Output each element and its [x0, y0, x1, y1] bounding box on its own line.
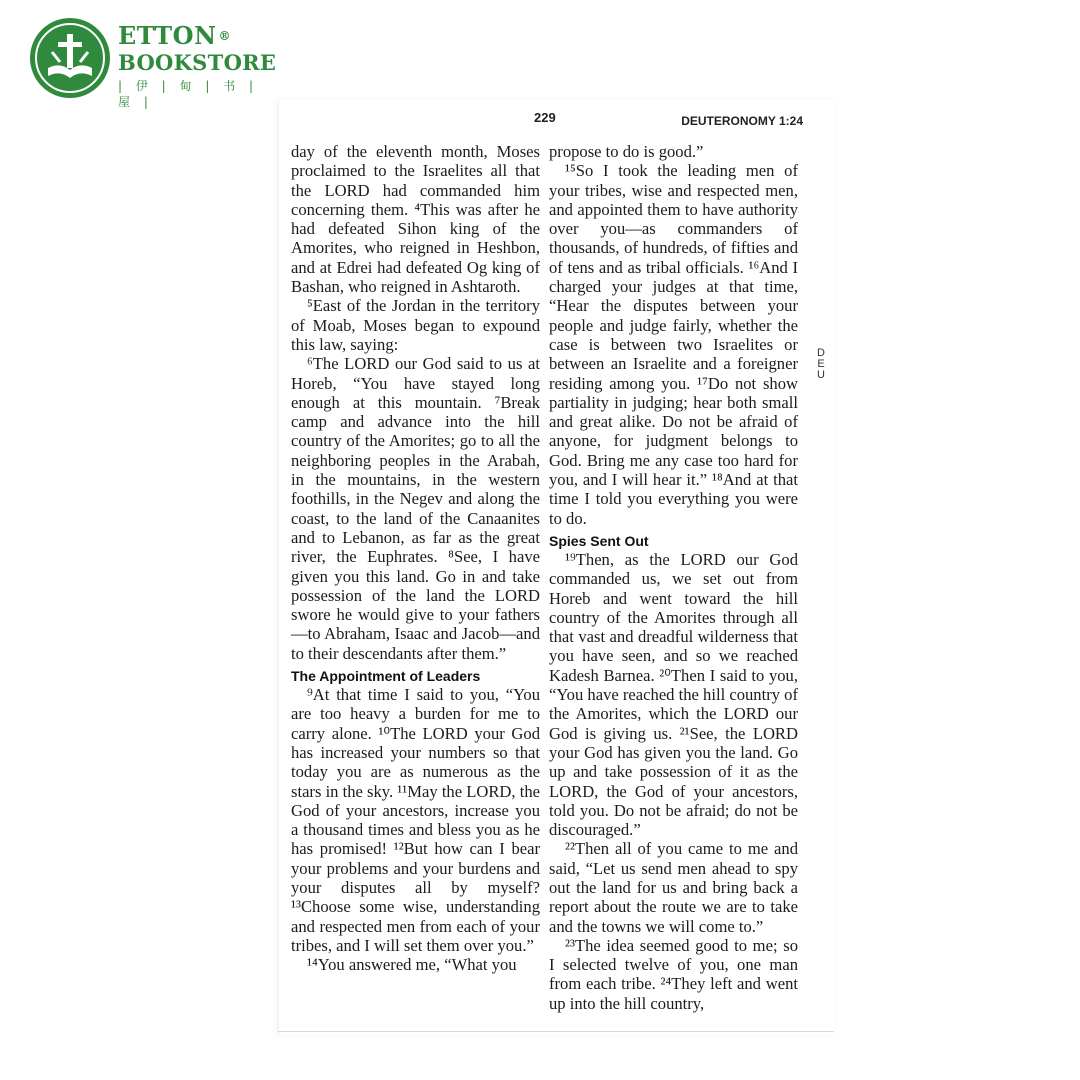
page-number: 229: [534, 110, 556, 125]
left-paragraph-4: ⁹At that time I said to you, “You are too heavy a burden for me to carry alone. ¹⁰The LORD your God has increased your numbers so that today you are as numerous as the stars in the sky. ¹¹May the LORD, the God of your ancestors, increase you a thousand times and bless you as he has promised! ¹²But how can I bear your problems and your burdens and your disputes all by myself? ¹³Choose some wise, understanding and respected men from each of your tribes, and I will set them over you.”: [291, 685, 540, 955]
section-heading-leaders: The Appointment of Leaders: [291, 668, 481, 685]
right-paragraph-4: ²²Then all of you came to me and said, “Let us send men ahead to spy out the land for us and bring back a report about the route we are to take and the towns we will come to.”: [549, 839, 798, 936]
left-paragraph-1: day of the eleventh month, Moses proclaimed to the Israelites all that the LORD had commanded him concerning them. ⁴This was after he had defeated Sihon king of the Amorites, who reigned in Heshbon, and at Edrei had defeated Og king of Bashan, who reigned in Ashtaroth.: [291, 142, 540, 297]
right-paragraph-2: ¹⁵So I took the leading men of your tribes, wise and respected men, and appointed them to have authority over you—as commanders of thousands, of hundreds, of fifties and of tens and as tribal officials. ¹⁶And I charged your judges at that time, “Hear the disputes between your people and judge fairly, whether the case is between two Israelites or between an Israelite and a foreigner residing among you. ¹⁷Do not show partiality in judging; hear both small and great alike. Do not be afraid of anyone, for judgment belongs to God. Bring me any case too hard for you, and I will hear it.” ¹⁸And at that time I told you everything you were to do.: [549, 161, 798, 528]
logo-name: ETTON ®: [118, 21, 231, 50]
store-logo: [28, 16, 278, 109]
tab-letter: D: [817, 347, 825, 359]
bible-page: [278, 100, 835, 1035]
logo-subtitle: BOOKSTORE: [118, 50, 277, 75]
book-thumb-tab: [815, 348, 827, 381]
left-paragraph-2: ⁵East of the Jordan in the territory of Moab, Moses began to expound this law, saying:: [291, 296, 540, 354]
tab-letter: U: [817, 369, 825, 381]
section-heading-spies: Spies Sent Out: [549, 532, 649, 549]
left-column: [291, 142, 540, 974]
page-bottom-edge: [278, 1031, 834, 1032]
logo-text: [118, 22, 278, 110]
left-paragraph-3: ⁶The LORD our God said to us at Horeb, “You have stayed long enough at this mountain. ⁷Break camp and advance into the hill country of the Amorites; go to all the neighboring peoples in the Arabah, in the mountains, in the western foothills, in the Negev and along the coast, to the land of the Canaanites and to Lebanon, as far as the great river, the Euphrates. ⁸See, I have given you this land. Go in and take possession of the land the LORD swore he would give to your fathers—to Abraham, Isaac and Jacob—and to their descendants after them.”: [291, 354, 540, 663]
logo-chinese-name: | 伊 | 甸 | 书 | 屋 |: [118, 79, 259, 109]
left-paragraph-5: ¹⁴You answered me, “What you: [307, 955, 517, 975]
right-paragraph-5: ²³The idea seemed good to me; so I selected twelve of you, one man from each tribe. ²⁴They left and went up into the hill country,: [549, 935, 798, 1013]
right-paragraph-3: ¹⁹Then, as the LORD our God commanded us, we set out from Horeb and went toward the hill country of the Amorites through all that vast and dreadful wilderness that you have seen, and so we reached Kadesh Barnea. ²⁰Then I said to you, “You have reached the hill country of the Amorites, which the LORD our God is giving us. ²¹See, the LORD your God has given you the land. Go up and take possession of it as the LORD, the God of your ancestors, told you. Do not be afraid; do not be discouraged.”: [549, 549, 798, 840]
right-paragraph-1: propose to do is good.”: [549, 142, 704, 161]
logo-emblem-icon: [30, 18, 110, 98]
logo-registered-mark: ®: [218, 29, 231, 43]
running-head: DEUTERONOMY 1:24: [681, 114, 803, 128]
right-column: [549, 142, 798, 1013]
tab-letter: E: [817, 358, 825, 370]
